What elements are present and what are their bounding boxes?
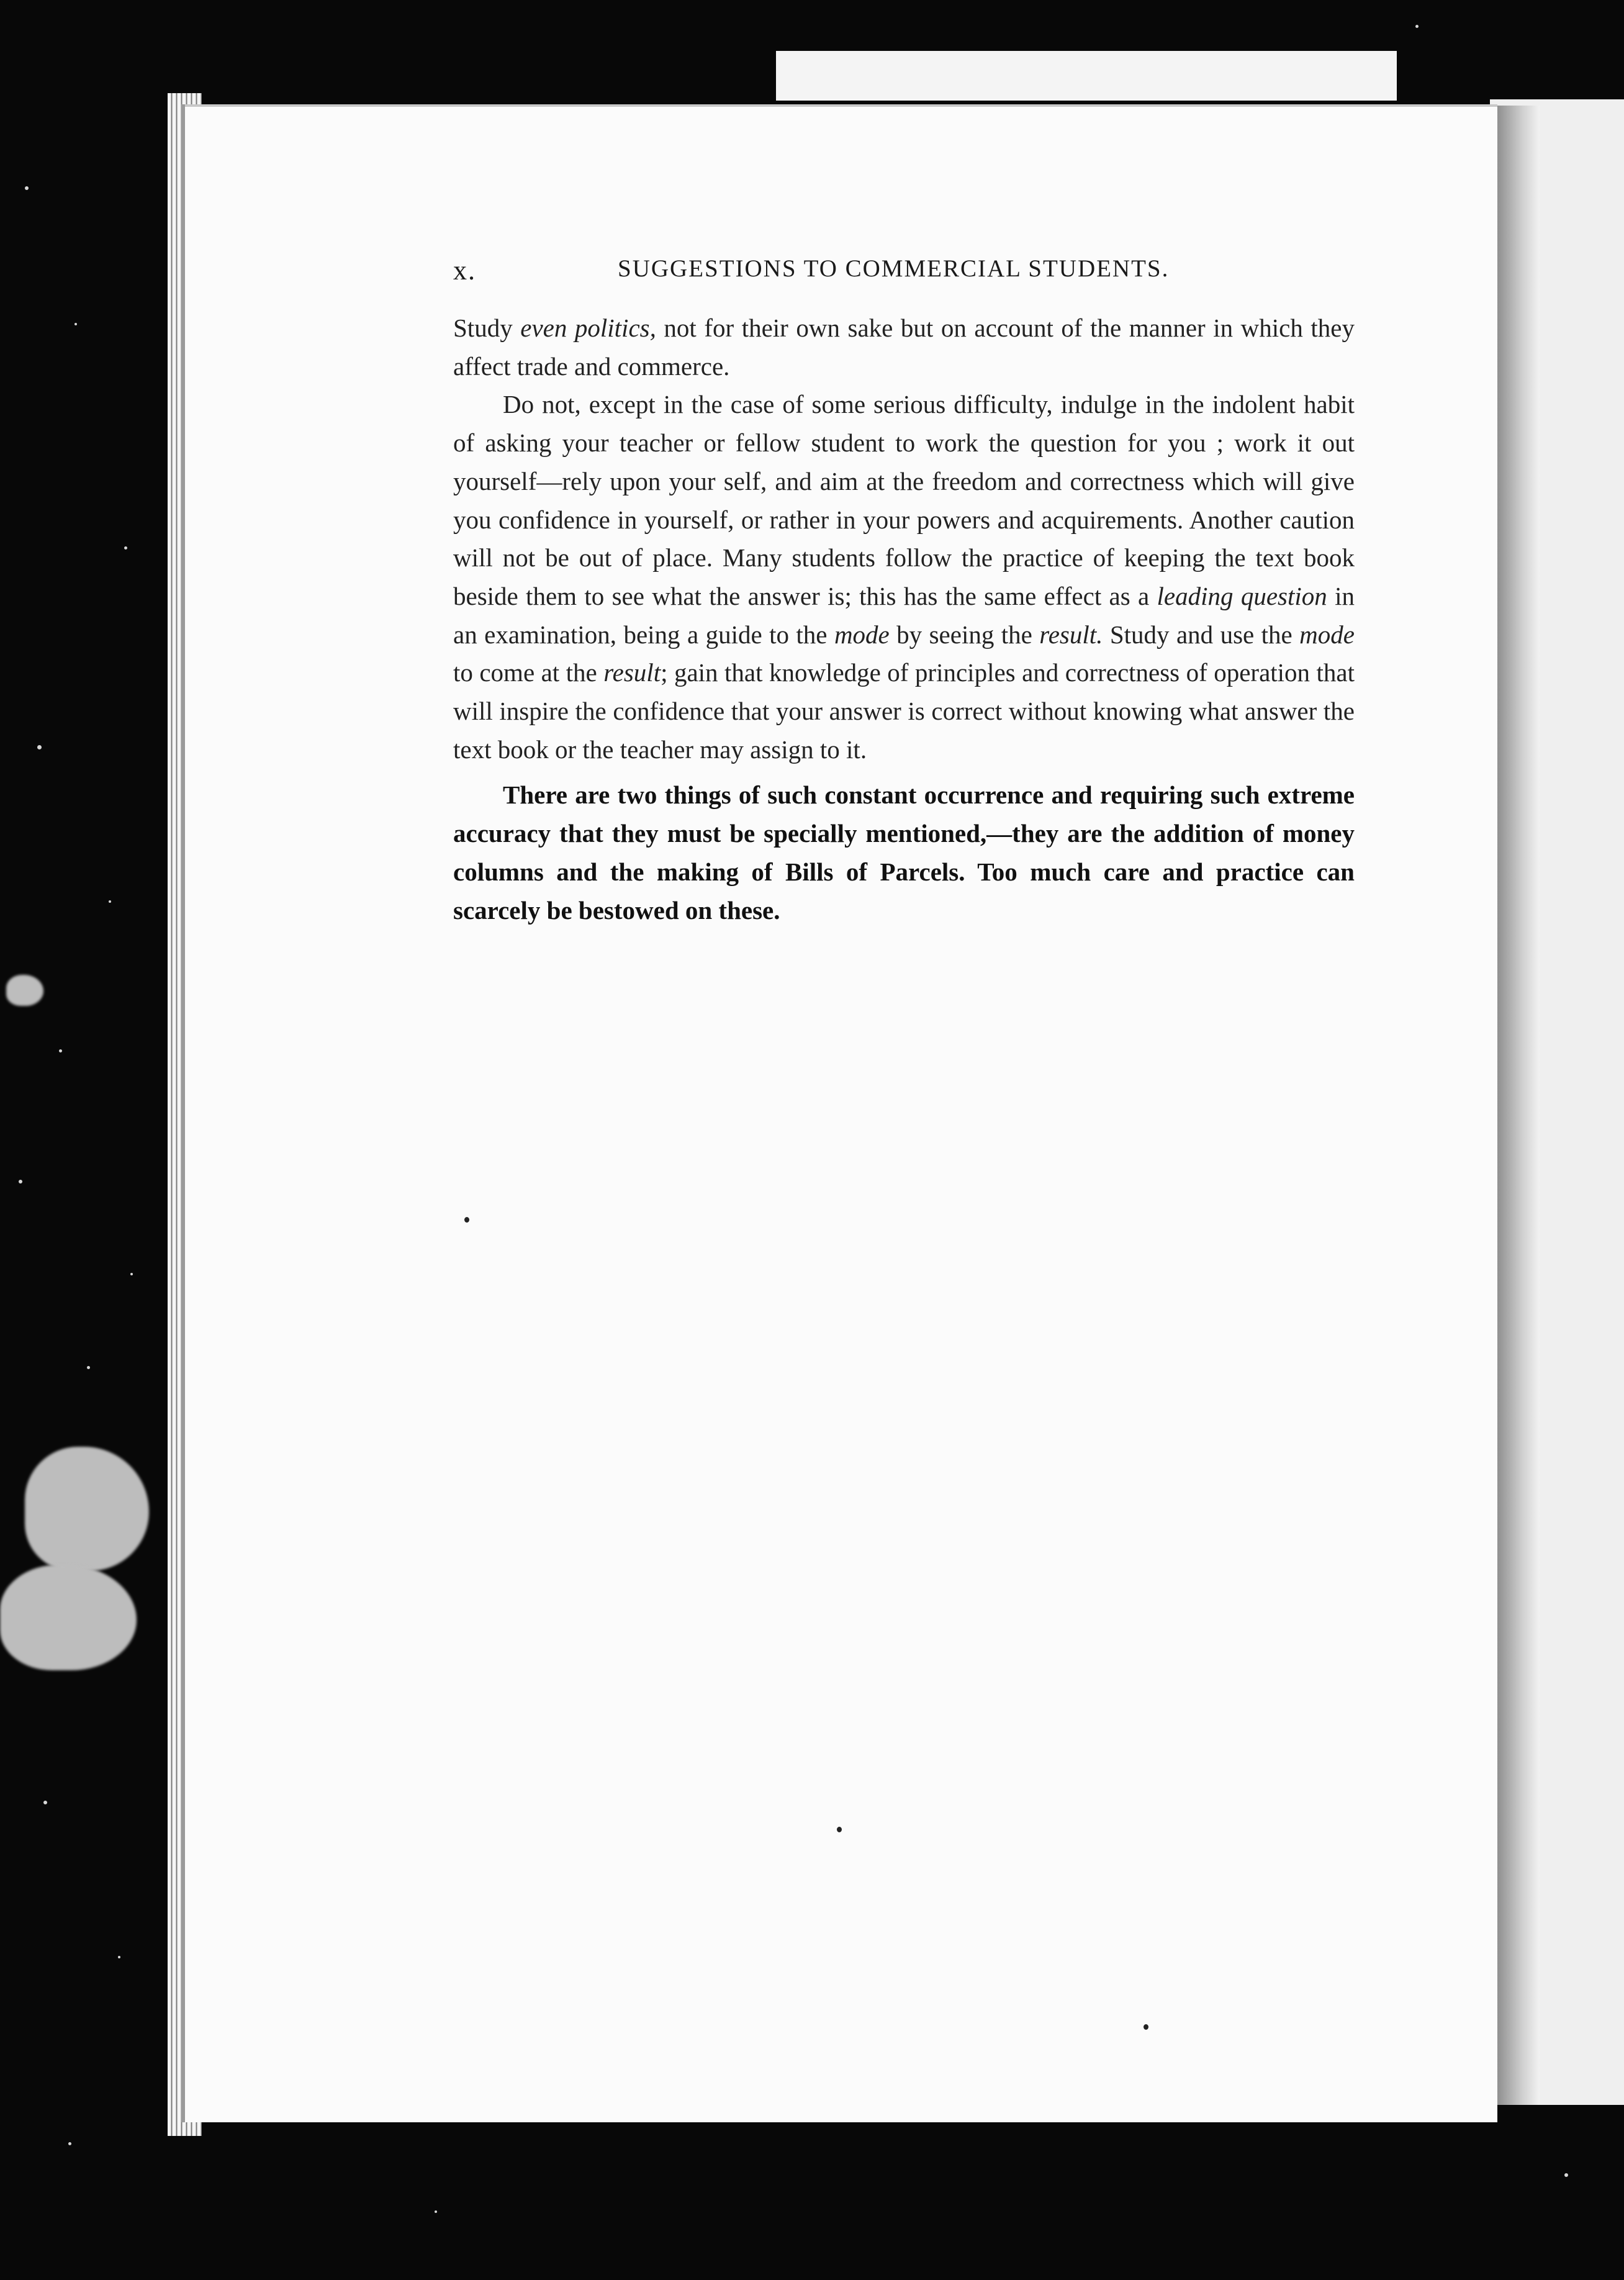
dust-speck <box>109 900 111 903</box>
page-number: x. <box>453 255 476 286</box>
text-segment: by seeing the <box>889 620 1040 649</box>
text-segment: to come at the <box>453 658 604 687</box>
dust-speck <box>59 1049 62 1052</box>
text-segment: ; gain that knowledge of principles and correctness of operation that will inspire the confidence that your answer is correct without knowing what answer the text book or the teacher may assign to it. <box>453 658 1355 764</box>
text-segment: not for their own sake but on account of the manner in which they affect trade and commerce. <box>453 314 1355 381</box>
paragraph <box>453 776 1355 930</box>
text-segment: Study <box>453 314 521 342</box>
dust-speck <box>37 745 42 749</box>
text-segment: Study and use the <box>1103 620 1300 649</box>
dust-speck <box>1564 2173 1568 2177</box>
dust-speck <box>19 1180 22 1183</box>
text-segment: in an examination, being a guide to the <box>453 581 1355 649</box>
text-segment: Do not, except in the case of some serious difficulty, indulge in the indolent habit of asking your teacher or fellow student to work the question for you ; work it out yourself—rely upon your self, and aim at the freedom and correctness which will give you confidence in yourself, or rather in your powers and acquirements. Another caution will not be out of place. Many students follow the practice of keeping the text book beside them to see what the answer is; this has the same effect as a <box>453 390 1355 610</box>
stain-blob <box>25 1447 149 1571</box>
running-head: SUGGESTIONS TO COMMERCIAL STUDENTS. <box>618 255 1170 282</box>
text-segment: There are two things of such constant occurrence and requiring such extreme accuracy that they must be specially mentioned,—they are the addition of money columns and the making of Bills of Parcels. Too much care and practice can scarcely be bestowed on these. <box>453 780 1355 925</box>
dust-speck <box>25 186 29 190</box>
paper-tab <box>776 51 1397 101</box>
paragraph <box>453 309 1355 386</box>
dust-speck <box>1415 25 1419 28</box>
paragraph <box>453 386 1355 769</box>
italic-text: mode <box>1299 620 1355 649</box>
italic-text: mode <box>834 620 890 649</box>
body-text <box>453 309 1355 930</box>
stray-mark <box>837 1827 842 1832</box>
page-header <box>453 255 1366 292</box>
dust-speck <box>87 1366 90 1369</box>
dust-speck <box>68 2142 71 2145</box>
stray-mark <box>464 1217 469 1223</box>
dust-speck <box>118 1956 120 1958</box>
stain-blob <box>6 975 43 1006</box>
dust-speck <box>124 546 127 550</box>
stain-blob <box>0 1565 137 1670</box>
page-gutter-shadow <box>1496 106 1540 2105</box>
dust-speck <box>130 1273 133 1275</box>
stray-mark <box>1144 2024 1148 2030</box>
italic-text: leading question <box>1157 581 1327 610</box>
dust-speck <box>43 1801 47 1804</box>
italic-text: result <box>603 658 661 687</box>
italic-text: result. <box>1039 620 1103 649</box>
dust-speck <box>74 323 77 325</box>
dust-speck <box>435 2210 437 2213</box>
italic-text: even politics, <box>520 314 656 342</box>
